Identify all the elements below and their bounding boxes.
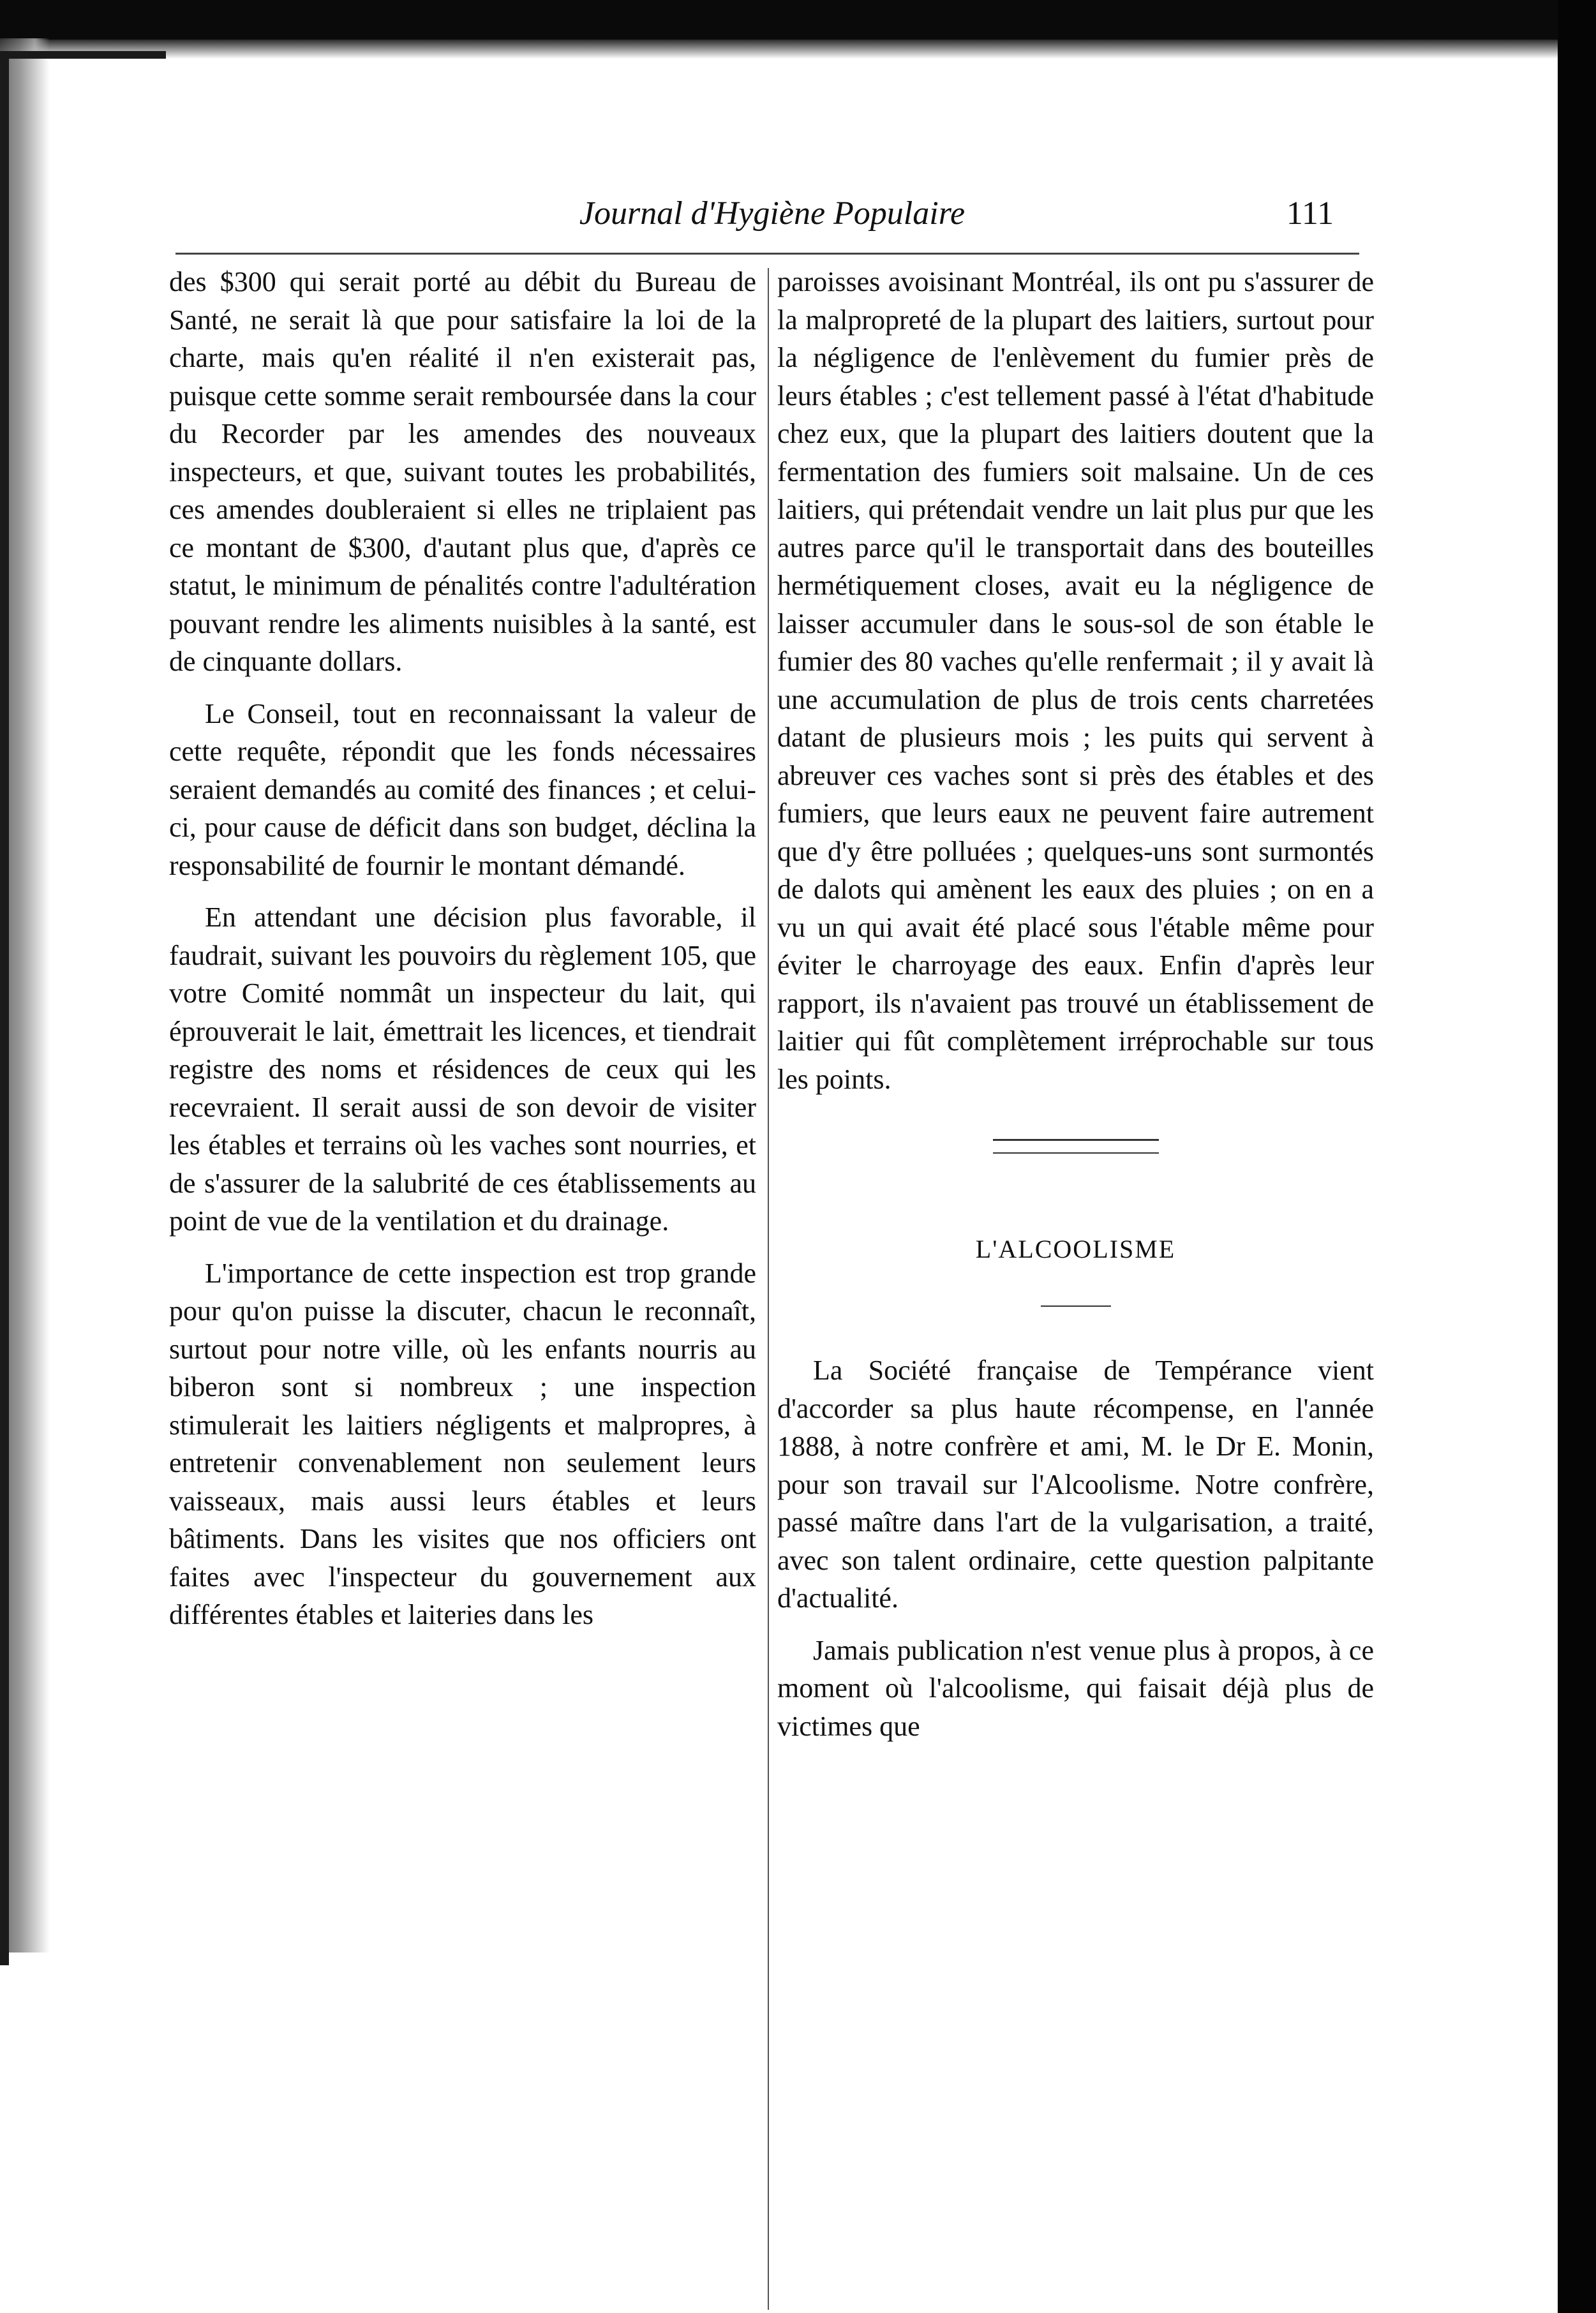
column-divider: [768, 268, 769, 2310]
paragraph: des $300 qui serait porté au débit du Bureau de Santé, ne serait là que pour satisfaire la loi de la charte, mais qu'en réalité il n'en existerait pas, puisque cette somme serait remboursée dans la cour du Recorder par les amendes des nouveaux inspecteurs, et que, suivant toutes les probabilités, ces amendes doubleraient si elles ne triplaient pas ce montant de $300, d'autant plus que, d'après ce statut, le minimum de pénalités contre l'adultération pouvant rendre les aliments nuisibles à la santé, est de cinquante dollars.: [169, 266, 756, 677]
right-column: [777, 263, 1374, 1745]
paragraph: En attendant une décision plus favorable, il faudrait, suivant les pouvoirs du règlement 105, que votre Comité nommât un inspecteur du lait, qui éprouverait le lait, émettrait les licences, et tiendrait registre des noms et résidences de ceux qui les recevraient. Il serait aussi de son devoir de visiter les étables et terrains où les vaches sont nourries, et de s'assurer de la salubrité de ces établissements au point de vue de la ventilation et du drainage.: [169, 902, 756, 1237]
section-divider: [993, 1139, 1159, 1154]
running-title: Journal d'Hygiène Populaire: [579, 195, 966, 232]
left-column: [169, 263, 756, 1634]
scan-border-right: [1558, 0, 1596, 2313]
section-title: L'ALCOOLISME: [975, 1235, 1176, 1263]
header-rule: [175, 253, 1359, 255]
title-rule: [1041, 1305, 1111, 1307]
scan-shadow-top: [0, 40, 1596, 59]
scan-border-top: [0, 0, 1596, 40]
page-number: 111: [1286, 195, 1334, 232]
paragraph: L'importance de cette inspection est trop grande pour qu'on puisse la discuter, chacun le reconnaît, surtout pour notre ville, où les enfants nourris au biberon sont si nombreux ; une inspection stimulerait les laitiers négligents et malpropres, à entretenir convenablement non seulement leurs vaisseaux, mais aussi leurs étables et leurs bâtiments. Dans les visites que nos officiers ont faites avec l'inspecteur du gouvernement aux différentes étables et laiteries dans les: [169, 1257, 756, 1630]
paragraph: paroisses avoisinant Montréal, ils ont pu s'assurer de la malpropreté de la plupart des laitiers, surtout pour la négligence de l'enlèvement du fumier près de leurs étables ; c'est tellement passé à l'état d'habitude chez eux, que la plupart des laitiers doutent que la fermentation des fumiers soit malsaine. Un de ces laitiers, qui prétendait vendre un lait plus pur que les autres parce qu'il le transportait dans des bouteilles hermétiquement closes, avait eu la négligence de laisser accumuler dans le sous-sol de son étable le fumier des 80 vaches qu'elle renfermait ; il y avait là une accumulation de plus de trois cents charretées datant de plusieurs mois ; les puits qui servent à abreuver ces vaches sont si près des étables et des fumiers, que leurs eaux ne peuvent faire autrement que d'y être polluées ; quelques-uns sont surmontés de dalots qui amènent les eaux des pluies ; on en a vu un qui avait été placé sous l'étable même pour éviter le charroyage des eaux. Enfin d'après leur rapport, ils n'avaient pas trouvé un établissement de laitier qui fût complètement irréprochable sur tous les points.: [777, 266, 1374, 1095]
paragraph: Jamais publication n'est venue plus à propos, à ce moment où l'alcoolisme, qui faisait déjà plus de victimes que: [777, 1634, 1374, 1742]
scan-edge-left: [0, 51, 9, 1965]
paragraph: Le Conseil, tout en reconnaissant la valeur de cette requête, répondit que les fonds nécessaires seraient demandés au comité des finances ; et celui-ci, pour cause de déficit dans son budget, déclina la responsabilité de fournir le montant démandé.: [169, 697, 756, 881]
scan-corner-mark: [0, 51, 166, 59]
paragraph: La Société française de Tempérance vient d'accorder sa plus haute récompense, en l'année 1888, à notre confrère et ami, M. le Dr E. Monin, pour son travail sur l'Alcoolisme. Notre confrère, passé maître dans l'art de la vulgarisation, a traité, avec son talent ordinaire, cette question palpitante d'actualité.: [777, 1355, 1374, 1614]
